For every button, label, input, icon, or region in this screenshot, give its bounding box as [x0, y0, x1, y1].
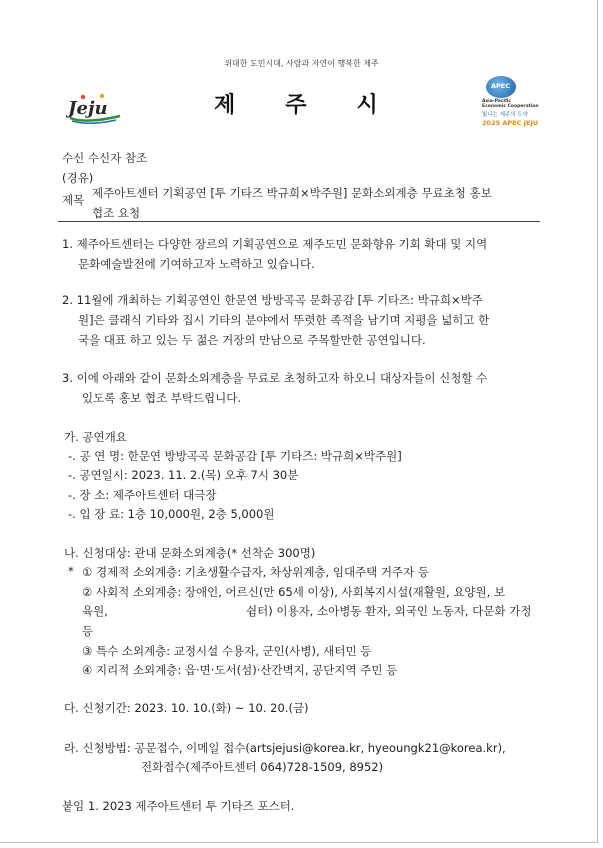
attachment-line: 붙임 1. 2023 제주아트센터 투 기타즈 포스터.: [62, 799, 295, 813]
apec-subtitle: [482, 99, 539, 109]
subject-line-1: 제주아트센터 기획공연 [투 기타즈 박규희×박주원] 문화소외계층 무료초청 홍보: [92, 186, 492, 200]
apec-sub1: Asia-Pacific: [482, 99, 512, 104]
subject-divider: [58, 221, 540, 222]
paragraph-2-line-2: 원]은 클래식 기타와 집시 기타의 분야에서 뚜렷한 족적을 남기며 지평을 넓히고 한: [78, 313, 490, 327]
slogan: 위대한 도민시대, 사람과 자연이 행복한 제주: [224, 59, 379, 68]
paragraph-2-line-3: 국을 대표 하고 있는 두 젊은 거장의 만남으로 주목할만한 공연입니다.: [78, 333, 426, 347]
eligibility-economic: ① 경제적 소외계층: 기초생활수급자, 차상위계층, 임대주택 거주자 등: [82, 565, 430, 579]
overview-heading: 가. 공연개요: [64, 430, 127, 444]
eligibility-social-line-1: ② 사회적 소외계층: 장애인, 어르신(만 65세 이상), 사회복지시설(재활원, 요양원, 보: [82, 585, 506, 599]
paragraph-1-line-1: 1. 제주아트센터는 다양한 장르의 기획공연으로 제주도민 문화향유 기회 확대 및 지역: [62, 237, 488, 251]
eligibility-social-line-2b: 쉼터) 이용자, 소아병동 환자, 외국인 노동자, 다문화 가정: [246, 604, 532, 618]
overview-venue: -. 장 소: 제주아트센터 대극장: [68, 488, 217, 502]
jeju-logo: [66, 92, 124, 126]
eligibility-star: *: [68, 564, 74, 578]
via-line: (경유): [62, 171, 94, 185]
recipient-line: 수신 수신자 참조: [62, 151, 148, 165]
apec-year: 2025 APEC JEJU: [482, 119, 539, 127]
application-method-line-1: 라. 신청방법: 공문접수, 이메일 접수(artsjejusi@korea.kr, hyeoungk21@korea.kr),: [64, 741, 506, 755]
paragraph-3-line-2: 있도록 홍보 협조 부탁드립니다.: [82, 391, 242, 405]
jeju-logo-mark: [66, 92, 124, 126]
overview-datetime: -. 공연일시: 2023. 11. 2.(목) 오후 7시 30분: [68, 468, 299, 482]
eligibility-special: ③ 특수 소외계층: 교정시설 수용자, 군인(사병), 새터민 등: [82, 644, 372, 658]
eligibility-social-line-2a: 육원,: [82, 604, 108, 618]
overview-fee: -. 입 장 료: 1층 10,000원, 2층 5,000원: [68, 507, 275, 521]
eligibility-social-line-3: 등: [82, 624, 94, 638]
apec-korean-slogan: 빛나는 제주의 도약: [482, 112, 529, 118]
org-title: 제주시: [214, 93, 428, 118]
eligibility-heading: 나. 신청대상: 관내 문화소외계층(* 선착순 300명): [64, 546, 316, 560]
subject-line-2: 협조 요청: [92, 206, 141, 220]
subject-label: 제목: [62, 193, 85, 207]
apec-sub2: Economic Cooperation: [482, 104, 539, 109]
jeju-logo-text: Jeju: [68, 98, 108, 119]
application-period: 다. 신청기간: 2023. 10. 10.(화) ~ 10. 20.(금): [64, 701, 309, 715]
apec-logo: [480, 76, 544, 132]
overview-title: -. 공 연 명: 한문연 방방곡곡 문화공감 [투 기타즈: 박규희×박주원]: [68, 449, 402, 463]
apec-badge: APEC: [491, 82, 511, 90]
paragraph-3-line-1: 3. 이에 아래와 같이 문화소외계층을 무료로 초청하고자 하오니 대상자들이 신청할 수: [62, 371, 488, 385]
eligibility-geographic: ④ 지리적 소외계층: 읍·면·도서(섬)·산간벽지, 공단지역 주민 등: [82, 663, 398, 677]
paragraph-1-line-2: 문화예술발전에 기여하고자 노력하고 있습니다.: [78, 257, 315, 271]
application-method-line-2: 전화접수(제주아트센터 064)728-1509, 8952): [141, 760, 384, 774]
paragraph-2-line-1: 2. 11월에 개최하는 기획공연인 한문연 방방곡곡 문화공감 [투 기타즈: 박규희×박주: [62, 293, 483, 307]
